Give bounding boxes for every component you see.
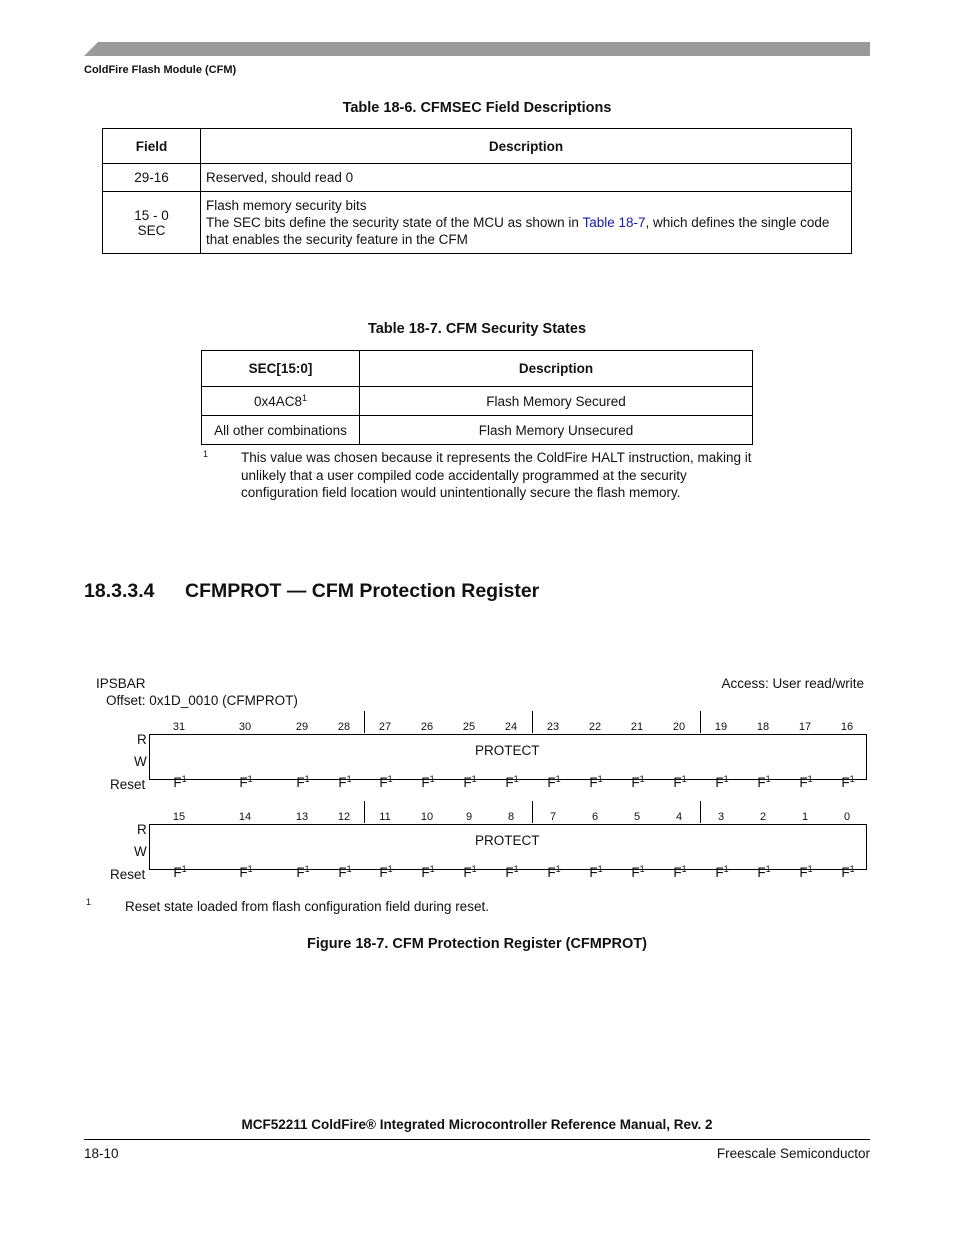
reset-value-text: F: [631, 865, 640, 880]
nibble-separator: [532, 801, 533, 823]
bit-number: 12: [337, 811, 351, 823]
reset-value: [539, 865, 569, 880]
footnote-ref: 1: [387, 774, 393, 784]
footnote-mark: 1: [86, 897, 92, 907]
description-body: [206, 214, 851, 248]
field-name: SEC: [137, 222, 166, 238]
table-18-7-link[interactable]: Table 18-7: [582, 215, 646, 230]
bit-number: 4: [675, 811, 683, 823]
reset-value-text: F: [841, 865, 850, 880]
description-cell: Flash Memory Unsecured: [360, 416, 753, 445]
footnote-ref: 1: [471, 774, 477, 784]
table-row: [103, 164, 852, 192]
reset-value: [581, 775, 611, 790]
bit-number: 19: [714, 721, 728, 733]
nibble-separator: [700, 711, 701, 733]
reset-value: [497, 865, 527, 880]
section-title: CFMPROT — CFM Protection Register: [185, 580, 540, 602]
reset-value-text: F: [239, 775, 248, 790]
footnote-ref: 1: [765, 774, 771, 784]
description-text: , which defines the single code that enables the security feature in the CFM: [206, 215, 830, 247]
figure-caption: Figure 18-7. CFM Protection Register (CFMPROT): [307, 936, 647, 952]
protect-field-label: PROTECT: [475, 743, 540, 758]
reset-value-text: F: [757, 775, 766, 790]
table-header-row: [202, 351, 753, 387]
reset-value-text: F: [463, 775, 472, 790]
reset-value-text: F: [547, 775, 556, 790]
security-states-table: [201, 350, 753, 445]
footnote-ref: 1: [181, 864, 187, 874]
table-18-7-caption: Table 18-7. CFM Security States: [367, 321, 587, 337]
table-footnote: This value was chosen because it represents the ColdFire HALT instruction, making it unlikely that a user compiled code accidentally programmed at the security configuration field location would unintentionally secure the flash memory.: [241, 450, 752, 500]
reset-row-label: Reset: [110, 867, 146, 882]
table-row: [103, 192, 852, 254]
bit-number: 26: [420, 721, 434, 733]
footnote-ref: 1: [597, 774, 603, 784]
footnote-ref: 1: [849, 774, 855, 784]
reset-value-text: F: [379, 775, 388, 790]
nibble-separator: [364, 711, 365, 733]
reset-value-text: F: [296, 775, 305, 790]
bit-number: 5: [633, 811, 641, 823]
reset-value-text: F: [296, 865, 305, 880]
footer-rule: [84, 1139, 870, 1140]
bit-number: 13: [295, 811, 309, 823]
reset-value-text: F: [421, 775, 430, 790]
footnote-ref: 1: [346, 864, 352, 874]
reset-value: [665, 775, 695, 790]
bit-number: 30: [238, 721, 252, 733]
table-header-row: [103, 129, 852, 164]
footnote-ref: 1: [247, 864, 253, 874]
reset-value: [665, 865, 695, 880]
reset-value-text: F: [173, 775, 182, 790]
running-head: ColdFire Flash Module (CFM): [84, 64, 237, 76]
description-title: Flash memory security bits: [206, 198, 367, 213]
bit-number: 9: [465, 811, 473, 823]
reset-value-text: F: [463, 865, 472, 880]
write-row-label: W: [134, 844, 147, 859]
reset-value-text: F: [379, 865, 388, 880]
reset-value-text: F: [631, 775, 640, 790]
footnote-ref: 1: [429, 774, 435, 784]
reset-value: [833, 865, 863, 880]
sec-code-cell: All other combinations: [202, 416, 360, 445]
footnote-ref: 1: [555, 774, 561, 784]
bit-number: 21: [630, 721, 644, 733]
reset-value-text: F: [173, 865, 182, 880]
reset-value: [371, 865, 401, 880]
nibble-separator: [700, 801, 701, 823]
field-cell: 29-16: [103, 164, 201, 192]
reset-value-text: F: [673, 775, 682, 790]
footnote-ref: 1: [346, 774, 352, 784]
page-number: 18-10: [84, 1146, 119, 1161]
bit-number: 24: [504, 721, 518, 733]
nibble-separator: [364, 801, 365, 823]
reset-value-text: F: [673, 865, 682, 880]
footnote-ref: 1: [429, 864, 435, 874]
footnote-ref: 1: [304, 774, 310, 784]
footnote-mark: 1: [203, 449, 209, 459]
bit-number: 23: [546, 721, 560, 733]
reset-value-text: F: [239, 865, 248, 880]
table-row: [202, 387, 753, 416]
reset-value: [231, 865, 261, 880]
footnote-ref: 1: [247, 774, 253, 784]
bit-number: 20: [672, 721, 686, 733]
footnote-ref: 1: [387, 864, 393, 874]
footnote-ref: 1: [304, 864, 310, 874]
reset-value: [497, 775, 527, 790]
bit-number: 17: [798, 721, 812, 733]
footnote-ref: 1: [639, 864, 645, 874]
footnote-ref: 1: [723, 774, 729, 784]
bit-number: 7: [549, 811, 557, 823]
reset-row-label: Reset: [110, 777, 146, 792]
bit-number: 6: [591, 811, 599, 823]
section-heading: [84, 580, 539, 603]
reset-value: [623, 775, 653, 790]
reset-value-text: F: [841, 775, 850, 790]
reset-value: [330, 775, 360, 790]
bit-number: 8: [507, 811, 515, 823]
sec-code: 0x4AC8: [253, 393, 302, 409]
description-cell: Flash Memory Secured: [360, 387, 753, 416]
bit-number: 27: [378, 721, 392, 733]
reset-value: [288, 865, 318, 880]
reset-value: [749, 775, 779, 790]
footnote-ref: 1: [471, 864, 477, 874]
field-bits: 15 - 0: [134, 207, 169, 223]
reset-value: [288, 775, 318, 790]
bit-number: 29: [295, 721, 309, 733]
bit-number: 2: [759, 811, 767, 823]
description-cell: [201, 192, 852, 254]
footnote-ref: 1: [849, 864, 855, 874]
reset-value: [330, 865, 360, 880]
reset-value: [231, 775, 261, 790]
footer-title: MCF52211 ColdFire® Integrated Microcontroller Reference Manual, Rev. 2: [241, 1117, 713, 1132]
sec-code-cell: [202, 387, 360, 416]
bit-number: 25: [462, 721, 476, 733]
footnote-ref: 1: [723, 864, 729, 874]
bit-number: 28: [337, 721, 351, 733]
reset-value-text: F: [421, 865, 430, 880]
reset-value-text: F: [547, 865, 556, 880]
footnote-ref: 1: [807, 864, 813, 874]
header-description: Description: [201, 129, 852, 164]
register-access: Access: User read/write: [721, 676, 864, 691]
read-row-label: R: [137, 822, 147, 837]
bit-number: 3: [717, 811, 725, 823]
field-cell: [103, 192, 201, 254]
table-18-6-caption: Table 18-6. CFMSEC Field Descriptions: [342, 100, 612, 116]
table-row: [202, 416, 753, 445]
register-offset: Offset: 0x1D_0010 (CFMPROT): [106, 693, 298, 708]
reset-value: [165, 775, 195, 790]
footnote-ref: 1: [513, 774, 519, 784]
nibble-separator: [532, 711, 533, 733]
reset-value: [791, 865, 821, 880]
reset-value: [791, 775, 821, 790]
footnote-ref: 1: [181, 774, 187, 784]
company-name: Freescale Semiconductor: [716, 1146, 870, 1161]
bit-number: 31: [172, 721, 186, 733]
reset-value: [749, 865, 779, 880]
reset-value: [833, 775, 863, 790]
bit-number: 14: [238, 811, 252, 823]
footnote-ref: 1: [639, 774, 645, 784]
bit-number: 0: [843, 811, 851, 823]
bit-number: 16: [840, 721, 854, 733]
footnote-ref: 1: [555, 864, 561, 874]
description-text: The SEC bits define the security state of the MCU as shown in: [206, 215, 583, 230]
header-sec: SEC[15:0]: [202, 351, 360, 387]
reset-value-text: F: [715, 775, 724, 790]
reset-value: [623, 865, 653, 880]
footnote-ref: 1: [681, 774, 687, 784]
footnote-ref: 1: [597, 864, 603, 874]
reset-value-text: F: [757, 865, 766, 880]
reset-value: [455, 865, 485, 880]
reset-value-text: F: [799, 775, 808, 790]
description-cell: Reserved, should read 0: [201, 164, 852, 192]
protect-field-label: PROTECT: [475, 833, 540, 848]
cfmsec-field-table: [102, 128, 852, 254]
footnote-ref: 1: [681, 864, 687, 874]
bit-number: 22: [588, 721, 602, 733]
reset-value: [413, 865, 443, 880]
bit-number: 18: [756, 721, 770, 733]
reset-value: [539, 775, 569, 790]
section-number: 18.3.3.4: [84, 580, 155, 602]
reset-value: [371, 775, 401, 790]
header-description: Description: [360, 351, 753, 387]
reset-value: [707, 865, 737, 880]
reset-value-text: F: [505, 775, 514, 790]
reset-value: [455, 775, 485, 790]
footnote-ref: 1: [765, 864, 771, 874]
write-row-label: W: [134, 754, 147, 769]
reset-value-text: F: [589, 775, 598, 790]
reset-value-text: F: [589, 865, 598, 880]
reset-value: [707, 775, 737, 790]
register-base: IPSBAR: [96, 676, 146, 691]
reset-value-text: F: [715, 865, 724, 880]
reset-value: [165, 865, 195, 880]
register-footnote: Reset state loaded from flash configuration field during reset.: [125, 899, 489, 914]
header-field: Field: [103, 129, 201, 164]
bit-number: 10: [420, 811, 434, 823]
reset-value-text: F: [799, 865, 808, 880]
reset-value-text: F: [505, 865, 514, 880]
bit-number: 15: [172, 811, 186, 823]
reset-value: [413, 775, 443, 790]
footnote-ref: 1: [302, 392, 308, 403]
reset-value: [581, 865, 611, 880]
read-row-label: R: [137, 732, 147, 747]
footnote-ref: 1: [807, 774, 813, 784]
bit-number: 1: [801, 811, 809, 823]
reset-value-text: F: [338, 775, 347, 790]
header-bar: [84, 42, 870, 56]
bit-number: 11: [379, 811, 391, 823]
footnote-ref: 1: [513, 864, 519, 874]
reset-value-text: F: [338, 865, 347, 880]
